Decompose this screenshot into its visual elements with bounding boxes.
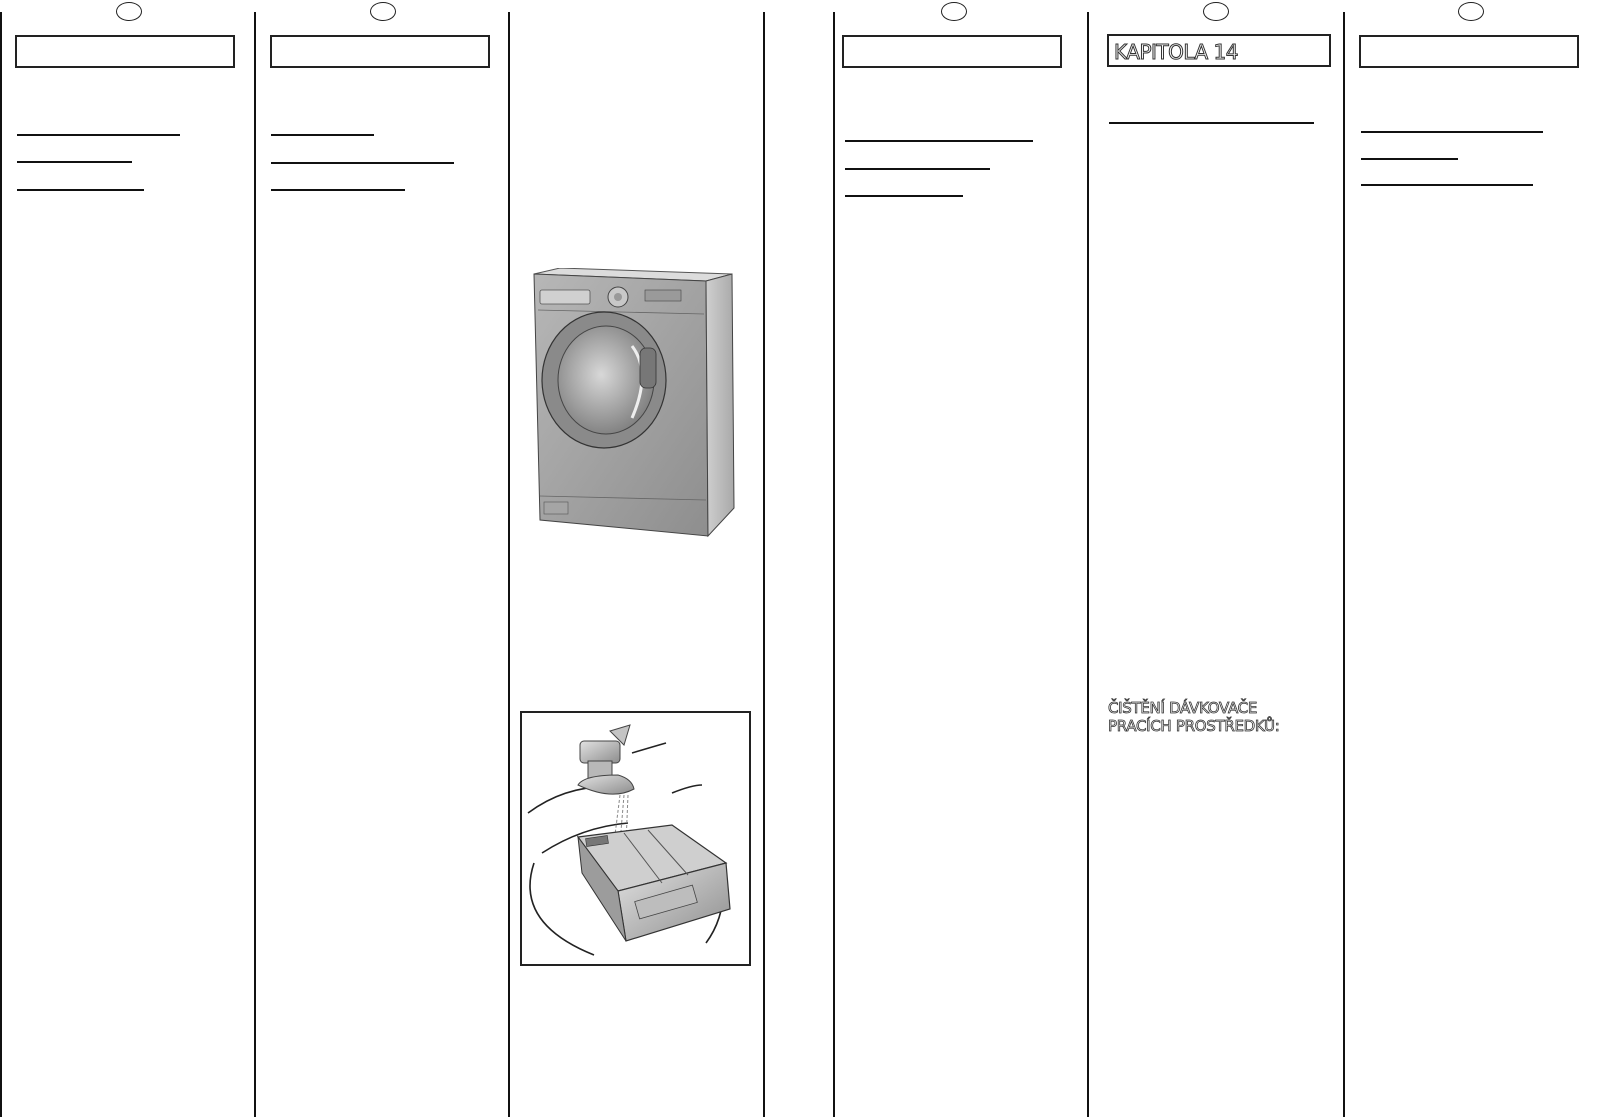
column-divider	[254, 12, 256, 1117]
heading-underline	[17, 189, 144, 191]
column-header-box	[842, 35, 1062, 68]
language-marker-icon	[1203, 2, 1229, 21]
language-marker-icon	[1458, 2, 1484, 21]
section-heading	[1108, 699, 1279, 735]
column-divider	[1343, 12, 1345, 1117]
heading-underline	[845, 195, 963, 197]
figure-frame	[520, 711, 751, 966]
language-marker-icon	[370, 2, 396, 21]
heading-underline	[845, 140, 1033, 142]
column-divider	[1087, 12, 1089, 1117]
detergent-drawer-under-tap-icon	[522, 713, 749, 964]
heading-underline	[271, 134, 374, 136]
heading-underline	[1361, 158, 1458, 160]
heading-underline	[1109, 122, 1314, 124]
column-divider	[508, 12, 510, 1117]
washing-machine-icon	[530, 268, 740, 540]
language-marker-icon	[116, 2, 142, 21]
heading-underline	[845, 168, 990, 170]
heading-underline	[17, 161, 132, 163]
column-divider	[833, 12, 835, 1117]
section-heading-line2: PRACÍCH PROSTŘEDKŮ:	[1108, 717, 1280, 735]
column-divider	[0, 12, 2, 1117]
language-marker-icon	[941, 2, 967, 21]
chapter-header	[1107, 34, 1331, 67]
heading-underline	[1361, 131, 1543, 133]
column-header-box	[15, 35, 235, 68]
heading-underline	[17, 134, 180, 136]
column-header-box	[270, 35, 490, 68]
heading-underline	[271, 162, 454, 164]
column-divider	[763, 12, 765, 1117]
section-heading-line1: ČIŠTĚNÍ DÁVKOVAČE	[1108, 699, 1258, 717]
column-header-box	[1359, 35, 1579, 68]
heading-underline	[1361, 184, 1533, 186]
heading-underline	[271, 189, 405, 191]
chapter-title: KAPITOLA 14	[1114, 40, 1238, 64]
